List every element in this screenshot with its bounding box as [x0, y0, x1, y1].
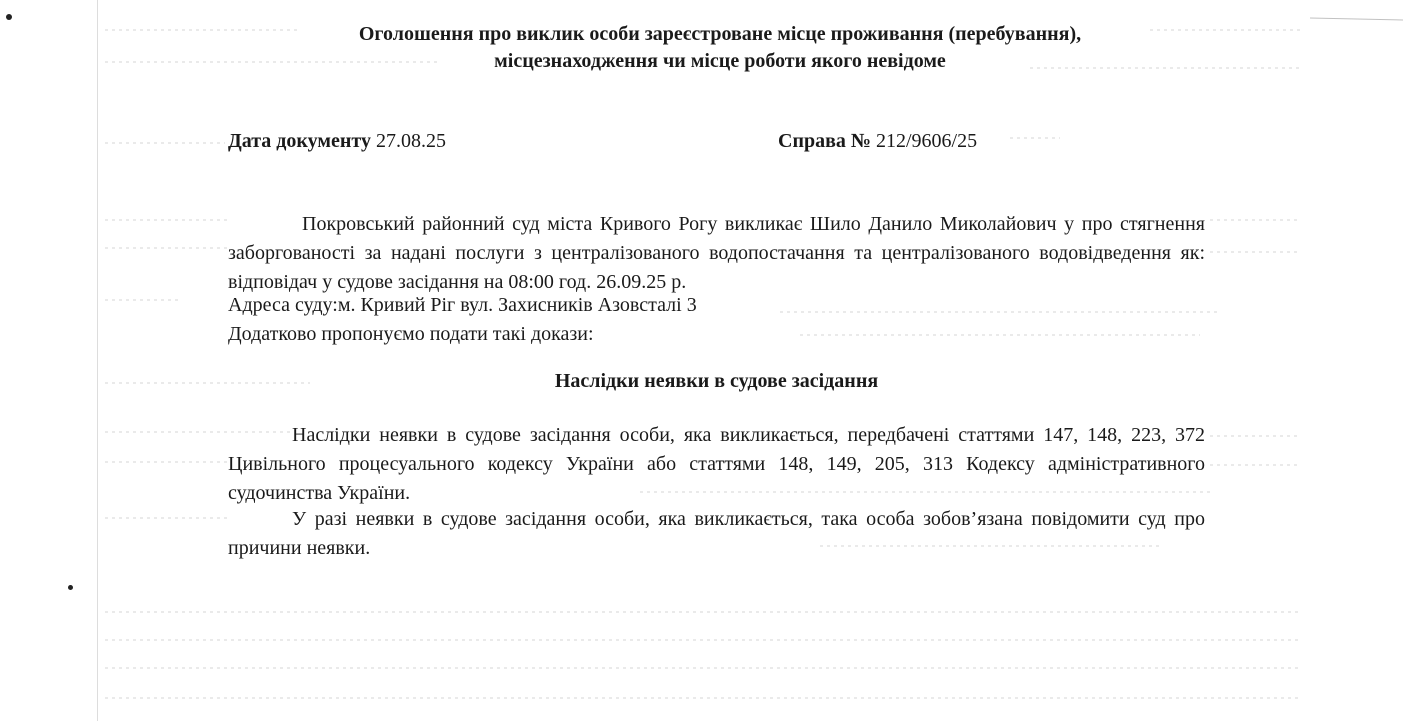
- consequences-heading: Наслідки неявки в судове засідання: [554, 370, 879, 392]
- document-title-line1: Оголошення про виклик особи зареєстроване місце проживання (перебування),: [358, 23, 1082, 45]
- scan-speck: [6, 14, 12, 20]
- evidence-request: Додатково пропонуємо подати такі докази:: [228, 323, 594, 345]
- consequences-paragraph-1: Наслідки неявки в судове засідання особи, яка викликається, передбачені статтями 147, 148, 223, 372 Цивільного процесуального кодексу України або статтями 148, 149, 205, 313 Кодексу адміністративного судочинства України.: [228, 424, 1205, 504]
- scan-speck: [68, 585, 73, 590]
- case-number-label: Справа №: [778, 130, 871, 152]
- document-date: [228, 130, 446, 153]
- document-date-label: Дата документу: [228, 130, 371, 152]
- case-number: [778, 130, 977, 153]
- court-address: Адреса суду:м. Кривий Ріг вул. Захисників Азовсталі 3: [228, 294, 697, 316]
- document-date-value: 27.08.25: [376, 130, 446, 152]
- case-number-value: 212/9606/25: [876, 130, 978, 152]
- consequences-paragraph-2: У разі неявки в судове засідання особи, яка викликається, така особа зобов’язана повідомити суд про причини неявки.: [228, 508, 1205, 559]
- summons-paragraph: Покровський районний суд міста Кривого Рогу викликає Шило Данило Миколайович у про стягнення заборгованості за надані послуги з централізованого водопостачання та централізованого водовідведення як: відповідач у судове засідання на 08:00 год. 26.09.25 р.: [228, 213, 1205, 293]
- document-title-line2: місцезнаходження чи місце роботи якого невідоме: [494, 50, 946, 72]
